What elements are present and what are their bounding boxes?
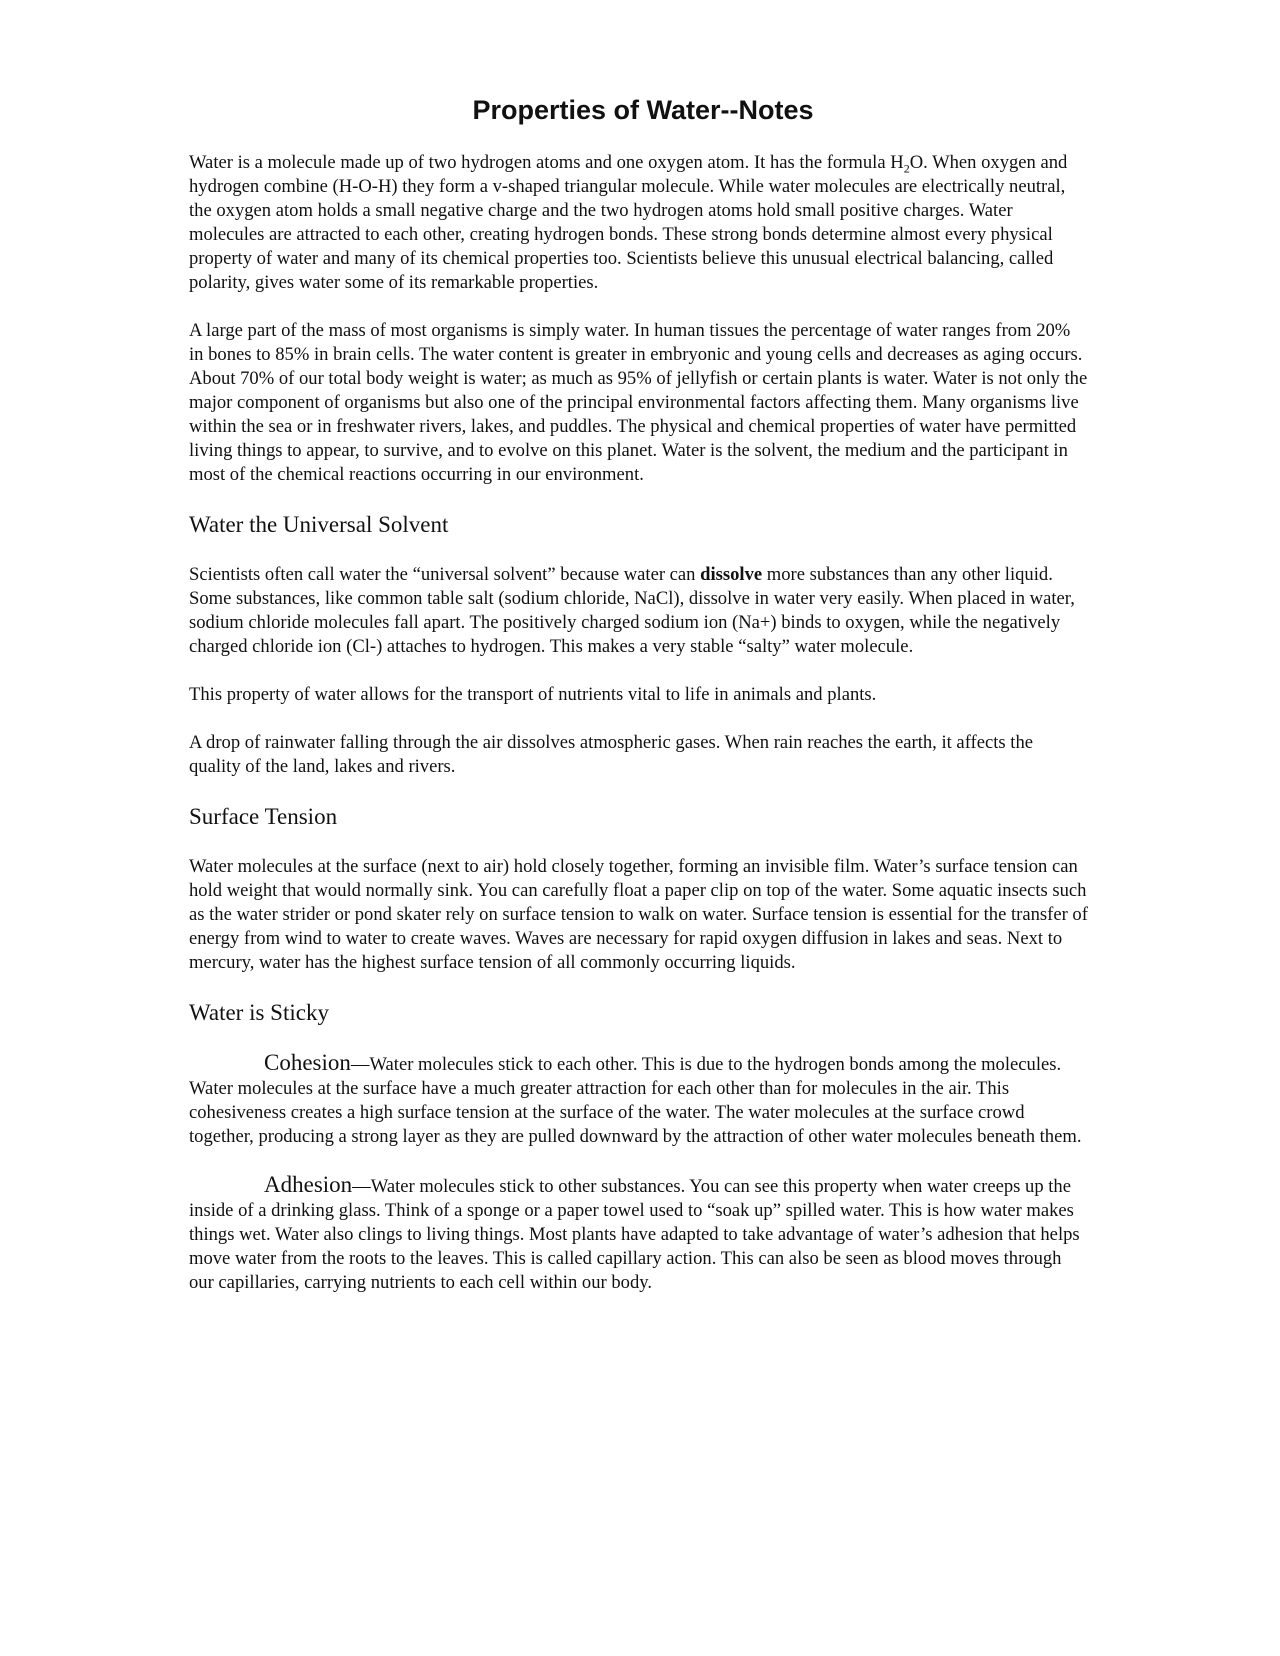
- document-page: [189, 94, 1089, 1319]
- dissolve-keyword: dissolve: [700, 564, 763, 586]
- intro-paragraph-2: A large part of the mass of most organisms is simply water. In human tissues the percentage of water ranges from 20% in bones to 85% in brain cells. The water content is greater in embryonic and young cells and decreases as aging occurs. About 70% of our total body weight is water; as much as 95% of jellyfish or certain plants is water. Water is not only the major component of organisms but also one of the principal environmental factors affecting them. Many organisms live within the sea or in freshwater rivers, lakes, and puddles. The physical and chemical properties of water have permitted living things to appear, to survive, and to evolve on this planet. Water is the solvent, the medium and the participant in most of the chemical reactions occurring in our environment.: [189, 320, 1088, 486]
- section-heading-water-is-sticky: Water is Sticky: [189, 1000, 329, 1026]
- section-heading-universal-solvent: Water the Universal Solvent: [189, 512, 449, 538]
- solvent-p1-text-b: more substances than any other liquid. Some substances, like common table salt (sodium chloride, NaCl), dissolve in water very easily. When placed in water, sodium chloride molecules fall apart. The positively charged sodium ion (Na+) binds to oxygen, while the negatively charged chloride ion (Cl-) attaches to hydrogen. This makes a very stable “salty” water molecule.: [189, 564, 1075, 658]
- adhesion-term: Adhesion: [264, 1172, 353, 1198]
- page-title: Properties of Water--Notes: [472, 95, 814, 125]
- cohesion-text: —Water molecules stick to each other. This is due to the hydrogen bonds among the molecules. Water molecules at the surface have a much greater attraction for each other than for molecules in the air. This cohesiveness creates a high surface tension at the surface of the water. The water molecules at the surface crowd together, producing a strong layer as they are pulled downward by the attraction of other water molecules beneath them.: [189, 1054, 1082, 1148]
- formula-subscript: 2: [903, 162, 910, 177]
- solvent-p1-text-a: Scientists often call water the “universal solvent” because water can: [189, 564, 701, 586]
- cohesion-term: Cohesion: [264, 1050, 351, 1076]
- intro-p1-text-b: O. When oxygen and hydrogen combine (H-O-H) they form a v-shaped triangular molecule. While water molecules are electrically neutral, the oxygen atom holds a small negative charge and the two hydrogen atoms hold small positive charges. Water molecules are attracted to each other, creating hydrogen bonds. These strong bonds determine almost every physical property of water and many of its chemical properties too. Scientists believe this unusual electrical balancing, called polarity, gives water some of its remarkable properties.: [189, 152, 1068, 294]
- solvent-paragraph-3: A drop of rainwater falling through the air dissolves atmospheric gases. When rain reaches the earth, it affects the quality of the land, lakes and rivers.: [189, 732, 1034, 778]
- intro-p1-text-a: Water is a molecule made up of two hydrogen atoms and one oxygen atom. It has the formula H: [189, 152, 904, 174]
- adhesion-text: —Water molecules stick to other substances. You can see this property when water creeps up the inside of a drinking glass. Think of a sponge or a paper towel used to “soak up” spilled water. This is how water makes things wet. Water also clings to living things. Most plants have adapted to take advantage of water’s adhesion that helps move water from the roots to the leaves. This is called capillary action. This can also be seen as blood moves through our capillaries, carrying nutrients to each cell within our body.: [189, 1176, 1080, 1294]
- tension-paragraph: Water molecules at the surface (next to air) hold closely together, forming an invisible film. Water’s surface tension can hold weight that would normally sink. You can carefully float a paper clip on top of the water. Some aquatic insects such as the water strider or pond skater rely on surface tension to walk on water. Surface tension is essential for the transfer of energy from wind to water to create waves. Waves are necessary for rapid oxygen diffusion in lakes and seas. Next to mercury, water has the highest surface tension of all commonly occurring liquids.: [189, 856, 1088, 974]
- solvent-paragraph-1: [189, 563, 1089, 659]
- adhesion-paragraph: [189, 1173, 1089, 1295]
- intro-paragraph-1: [189, 151, 1089, 295]
- solvent-paragraph-2: This property of water allows for the transport of nutrients vital to life in animals and plants.: [189, 684, 877, 706]
- cohesion-paragraph: [189, 1051, 1089, 1149]
- section-heading-surface-tension: Surface Tension: [189, 804, 338, 830]
